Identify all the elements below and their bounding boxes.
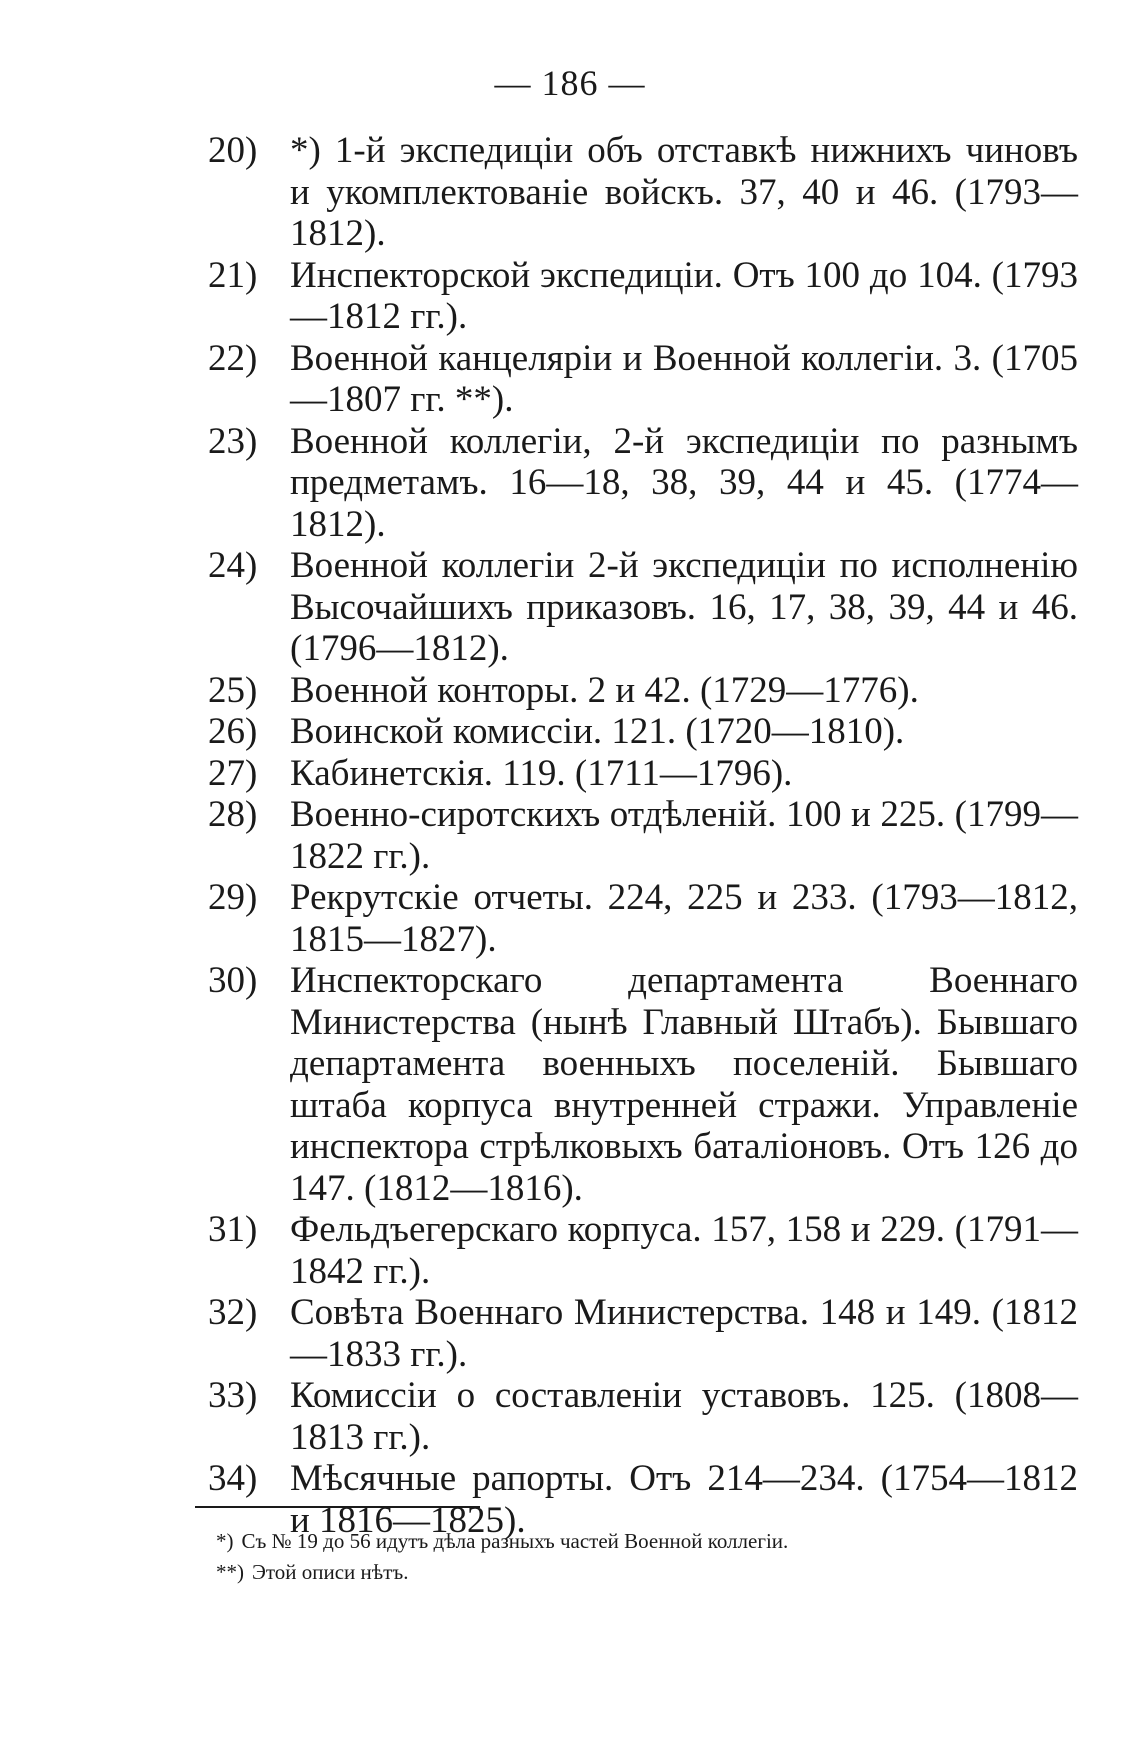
list-item xyxy=(208,338,1078,421)
entry-number: 20) xyxy=(208,130,258,171)
entry-text: Комиссіи о составленіи уставовъ. 125. (1808—1813 гг.). xyxy=(290,1375,1078,1458)
page-number: — 186 — xyxy=(494,63,646,103)
entry-text: Мѣсячные рапорты. Отъ 214—234. (1754—1812 и 1816—1825). xyxy=(290,1458,1078,1541)
footnote xyxy=(216,1526,1076,1557)
entry-text: Совѣта Военнаго Министерства. 148 и 149. (1812—1833 гг.). xyxy=(290,1292,1078,1375)
footnote-text: Съ № 19 до 56 идутъ дѣла разныхъ частей Военной коллегіи. xyxy=(241,1529,789,1553)
list-item xyxy=(208,960,1078,1209)
footnote-text: Этой описи нѣтъ. xyxy=(252,1560,409,1584)
list-item xyxy=(208,1292,1078,1375)
entry-text: Фельдъегерскаго корпуса. 157, 158 и 229. (1791—1842 гг.). xyxy=(290,1209,1078,1292)
entry-text: *) 1-й экспедиціи объ отставкѣ нижнихъ чиновъ и укомплектованіе войскъ. 37, 40 и 46. (1793—1812). xyxy=(290,130,1078,254)
entry-number: 27) xyxy=(208,752,258,794)
list-item xyxy=(208,1375,1078,1458)
entry-number: 28) xyxy=(208,794,258,835)
entry-text: Военной коллегіи 2-й экспедиціи по исполненію Высочайшихъ приказовъ. 16, 17, 38, 39, 44 и 46. (1796—1812). xyxy=(290,545,1078,669)
entry-text: Воинской комиссіи. 121. (1720—1810). xyxy=(290,711,905,752)
list-item xyxy=(208,1209,1078,1292)
list-item xyxy=(208,753,1078,795)
list-item xyxy=(208,545,1078,670)
list-item xyxy=(208,794,1078,877)
entry-text: Кабинетскія. 119. (1711—1796). xyxy=(290,752,793,794)
footnotes xyxy=(216,1526,1076,1588)
list-item xyxy=(208,711,1078,753)
entry-text: Военной канцеляріи и Военной коллегіи. 3. (1705—1807 гг. **). xyxy=(290,337,1078,420)
entry-text: Военной коллегіи, 2-й экспедиціи по разнымъ предметамъ. 16—18, 38, 39, 44 и 45. (1774—1812). xyxy=(290,420,1078,545)
footnote-mark: *) xyxy=(216,1529,234,1553)
entry-text: Инспекторскаго департамента Военнаго Министерства (нынѣ Главный Штабъ). Бывшаго департамента военныхъ поселеній. Бывшаго штаба корпуса внутренней стражи. Управленіе инспектора стрѣлковыхъ баталіоновъ. Отъ 126 до 147. (1812—1816). xyxy=(290,960,1078,1209)
entry-number: 25) xyxy=(208,669,258,711)
entry-text: Рекрутскіе отчеты. 224, 225 и 233. (1793—1812, 1815—1827). xyxy=(290,877,1078,960)
entry-number: 31) xyxy=(208,1209,258,1250)
list-item xyxy=(208,877,1078,960)
entry-text: Военной конторы. 2 и 42. (1729—1776). xyxy=(290,669,919,711)
entry-number: 21) xyxy=(208,254,258,296)
list-item xyxy=(208,670,1078,712)
entry-number: 26) xyxy=(208,711,258,752)
list-item xyxy=(208,130,1078,255)
footnote-divider xyxy=(195,1506,480,1508)
entry-number: 32) xyxy=(208,1292,258,1333)
entry-number: 29) xyxy=(208,877,258,918)
entry-text: Инспекторской экспедиціи. Отъ 100 до 104. (1793—1812 гг.). xyxy=(290,254,1078,337)
entry-number: 33) xyxy=(208,1375,258,1416)
list-item xyxy=(208,421,1078,546)
entry-text: Военно-сиротскихъ отдѣленій. 100 и 225. (1799—1822 гг.). xyxy=(290,794,1078,877)
footnote-mark: **) xyxy=(216,1560,244,1584)
entry-number: 30) xyxy=(208,960,258,1001)
entry-list xyxy=(208,130,1078,1541)
list-item xyxy=(208,255,1078,338)
footnote xyxy=(216,1557,1076,1588)
entry-number: 23) xyxy=(208,420,258,462)
entry-number: 22) xyxy=(208,337,258,379)
entry-number: 24) xyxy=(208,545,258,586)
entry-number: 34) xyxy=(208,1458,258,1499)
